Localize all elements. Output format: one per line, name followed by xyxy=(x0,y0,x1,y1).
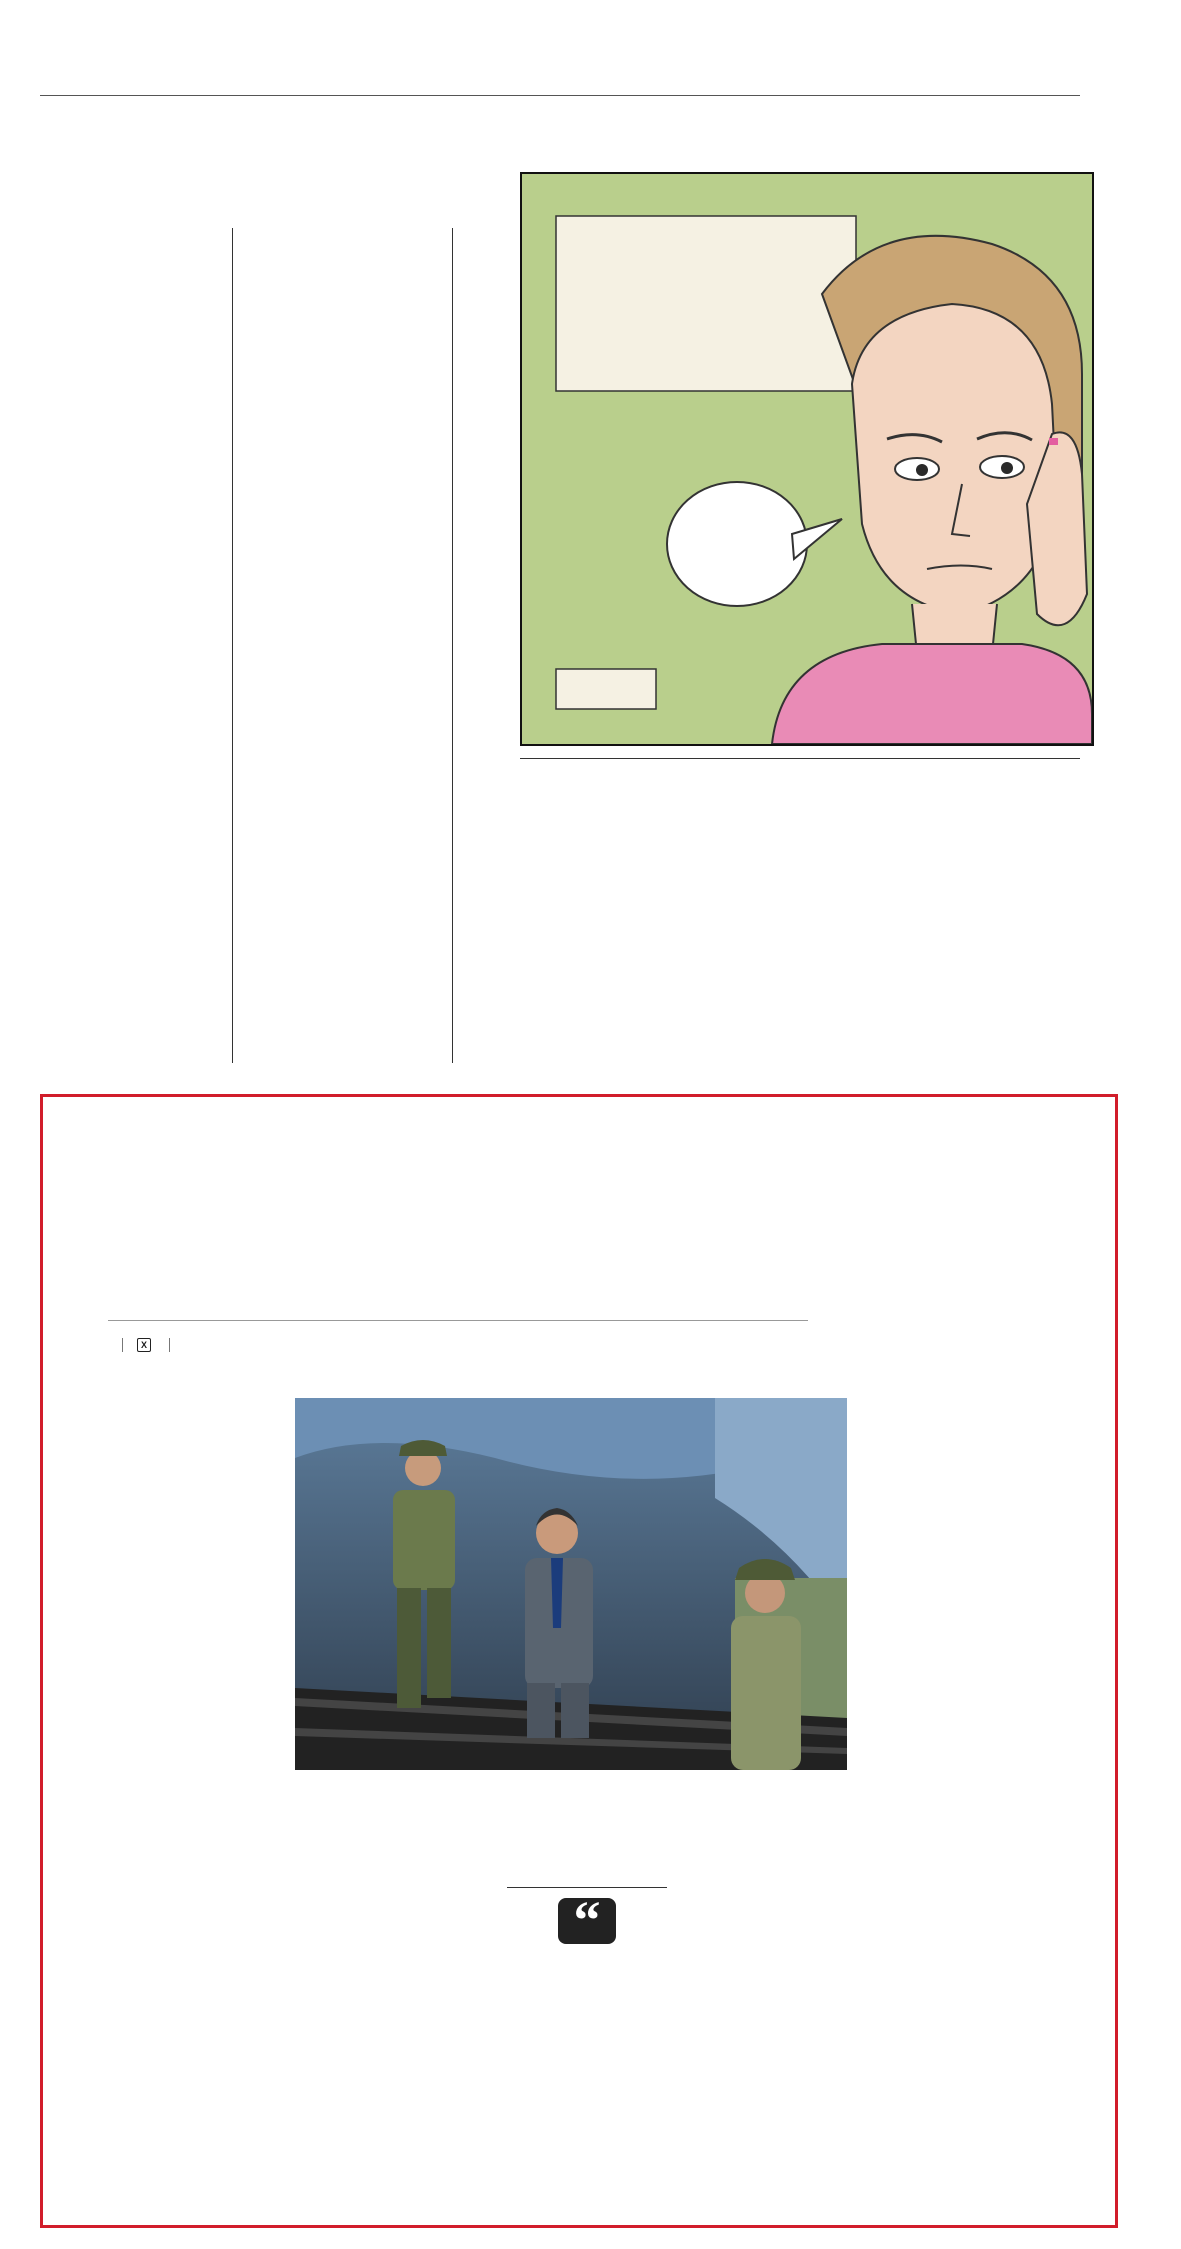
brief-chao-marcas xyxy=(810,860,1120,868)
brief-no-lo-descarta xyxy=(475,860,775,868)
byline xyxy=(108,1338,184,1352)
byline-separator xyxy=(122,1338,123,1352)
cartoon-drawing xyxy=(522,174,1092,744)
article-photo xyxy=(295,1398,847,1770)
column-rule xyxy=(232,228,233,1063)
en-secreto-column-1 xyxy=(38,230,213,254)
svg-text:“: “ xyxy=(573,1898,601,1944)
photo-illustration xyxy=(295,1398,847,1770)
byline-separator xyxy=(169,1338,170,1352)
strip-rule xyxy=(520,758,1080,759)
x-social-icon: X xyxy=(137,1338,151,1352)
pull-quote xyxy=(507,1892,667,1959)
article-column-3 xyxy=(688,1836,874,1842)
byline-rule xyxy=(108,1320,808,1321)
quote-mark-icon xyxy=(507,1898,667,1949)
column-rule xyxy=(452,228,453,1063)
quote-rule xyxy=(507,1887,667,1888)
en-secreto-column-2 xyxy=(257,232,437,256)
cartoon-panel xyxy=(520,172,1094,746)
header-rule xyxy=(40,95,1080,96)
